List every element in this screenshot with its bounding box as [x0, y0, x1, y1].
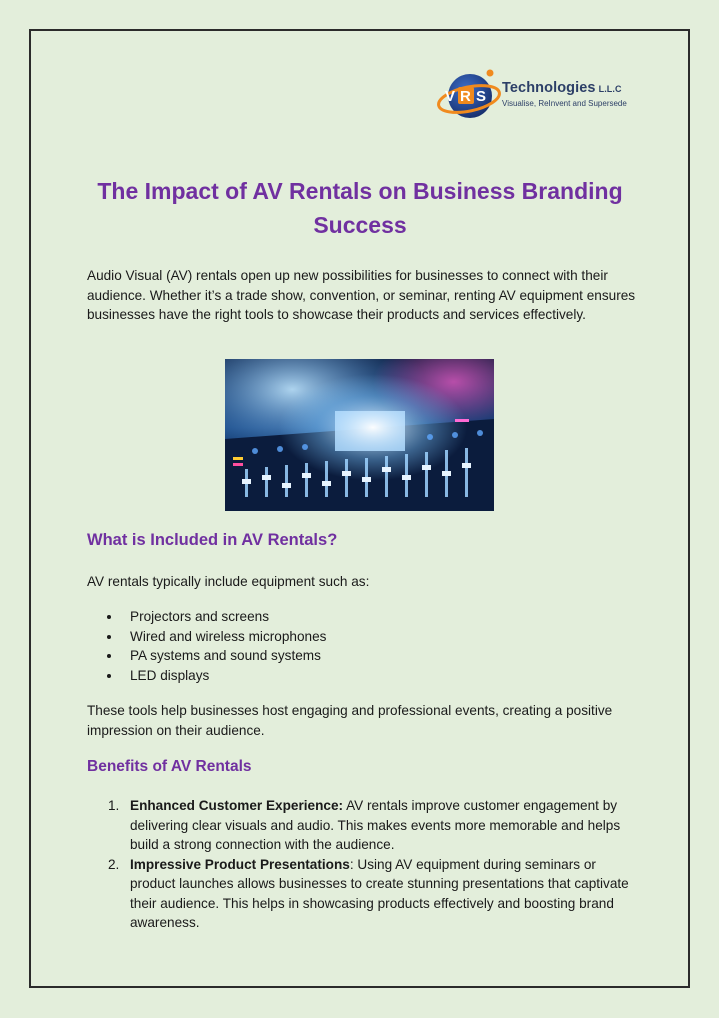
list-number: 1. [108, 798, 120, 813]
list-item: PA systems and sound systems [107, 646, 326, 666]
benefits-list [108, 796, 638, 933]
bullet-icon [107, 674, 111, 678]
benefit-title: Impressive Product Presentations [130, 856, 350, 872]
page-title: The Impact of AV Rentals on Business Branding Success [97, 178, 623, 238]
benefit-text: AV rentals improve customer engagement by delivering clear visuals and audio. This makes events more memorable and helps build a strong connection with the audience. [130, 798, 621, 852]
av-mixing-console-image [225, 359, 494, 511]
list-number: 2. [108, 856, 120, 872]
logo-company-name: Technologies L.L.C [502, 80, 622, 96]
benefit-title: Enhanced Customer Experience: [130, 798, 344, 813]
list-item: LED displays [107, 666, 326, 686]
vrs-globe-logo-icon [436, 66, 506, 126]
intro-paragraph: Audio Visual (AV) rentals open up new possibilities for businesses to connect with their audience. Whether it’s a trade show, convention, or seminar, renting AV equipment ensures businesses have the right tools to showcase their products and services effectively. [87, 268, 636, 322]
equipment-list [107, 607, 326, 685]
svg-text:S: S [476, 88, 487, 105]
section-heading-included: What is Included in AV Rentals? [87, 531, 338, 549]
bullet-icon [107, 635, 111, 639]
list-item: Projectors and screens [107, 607, 326, 627]
bullet-icon [107, 654, 111, 658]
list-item [108, 855, 638, 933]
list-item [108, 796, 638, 855]
company-logo [436, 66, 636, 126]
included-lead-text: AV rentals typically include equipment such as: [87, 574, 370, 589]
list-item: Wired and wireless microphones [107, 627, 326, 647]
svg-text:R: R [460, 88, 471, 105]
svg-text:V: V [445, 88, 456, 105]
bullet-icon [107, 615, 111, 619]
benefit-text: : Using AV equipment during seminars or product launches allows businesses to create stunning presentations that captivate their audience. This helps in showcasing products effectively and boosting brand awareness. [130, 856, 629, 930]
logo-tagline: Visualise, ReInvent and Supersede [502, 99, 627, 108]
included-closing-text: These tools help businesses host engaging and professional events, creating a positive impression on their audience. [87, 703, 613, 738]
logo-suffix: L.L.C [598, 84, 622, 94]
section-heading-benefits: Benefits of AV Rentals [87, 758, 252, 775]
